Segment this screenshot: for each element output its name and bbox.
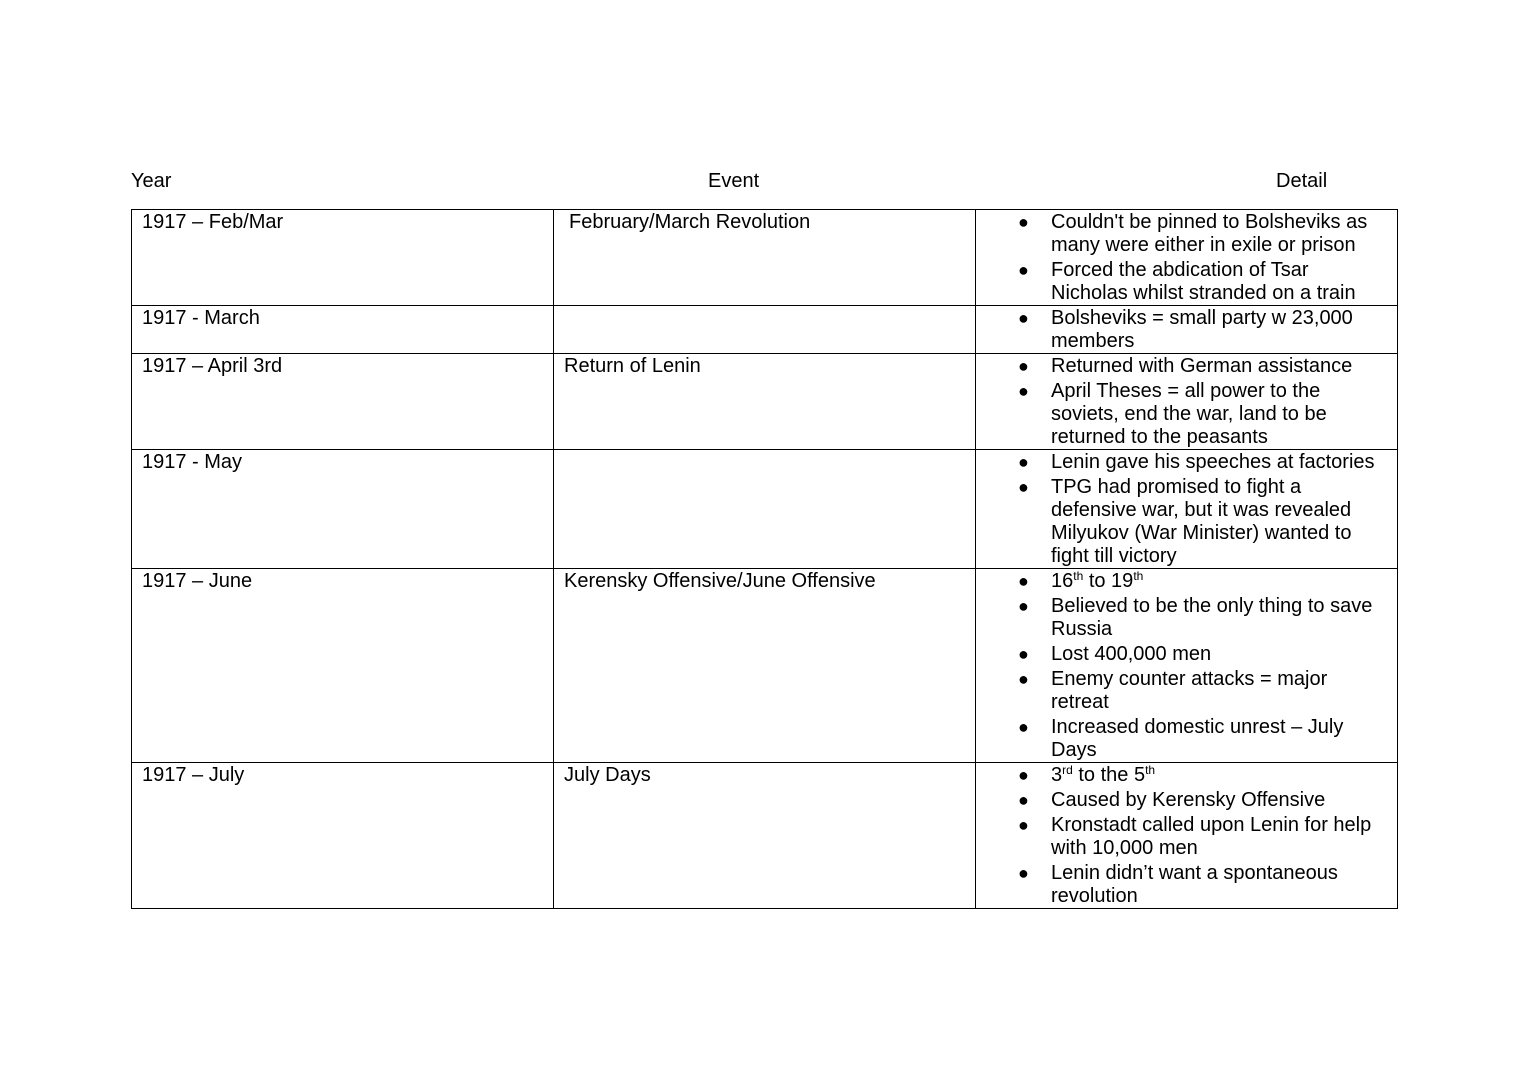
table-row [132,306,1398,354]
event-cell [554,569,976,763]
detail-item: ● Caused by Kerensky Offensive [1018,789,1326,811]
detail-item: ● Increased domestic unrest – July Days [1018,716,1344,761]
year-cell [132,569,554,763]
event-text [554,450,975,451]
header-year: Year [131,170,172,192]
table-row [132,763,1398,909]
detail-cell [976,210,1398,306]
event-text [554,306,975,307]
bullet-icon: ● [1018,717,1029,737]
event-cell [554,210,976,306]
detail-item: ● Bolsheviks = small party w 23,000 members [1018,307,1353,352]
year-cell [132,763,554,909]
detail-item: ● Lost 400,000 men [1018,643,1212,665]
detail-cell [976,569,1398,763]
detail-cell [976,354,1398,450]
event-text: February/March Revolution [569,211,811,233]
event-text: Return of Lenin [564,355,701,377]
bullet-icon: ● [1018,765,1029,785]
detail-list [976,450,1397,568]
bullet-icon: ● [1018,452,1029,472]
year-text: 1917 - March [142,307,260,329]
bullet-icon: ● [1018,815,1029,835]
detail-item: ● TPG had promised to fight a defensive war, but it was revealed Milyukov (War Minister) wanted to fight till victory [1018,476,1352,567]
detail-item: ● Believed to be the only thing to save Russia [1018,595,1373,640]
detail-list [976,763,1397,908]
event-text: July Days [564,764,651,786]
detail-cell [976,306,1398,354]
event-cell [554,450,976,569]
table-row [132,210,1398,306]
year-text: 1917 – July [142,764,245,786]
detail-item: ● Kronstadt called upon Lenin for help with 10,000 men [1018,814,1372,859]
table-row [132,450,1398,569]
detail-list [976,569,1397,762]
event-text: Kerensky Offensive/June Offensive [564,570,876,592]
year-text: 1917 – Feb/Mar [142,211,284,233]
bullet-icon: ● [1018,669,1029,689]
detail-list [976,210,1397,305]
bullet-icon: ● [1018,477,1029,497]
year-text: 1917 – April 3rd [142,355,283,377]
year-cell [132,354,554,450]
header-event: Event [708,170,760,192]
detail-list [976,354,1397,449]
year-text: 1917 – June [142,570,253,592]
detail-item: ● 3rd to the 5th [1018,763,1156,786]
bullet-icon: ● [1018,308,1029,328]
timeline-table [131,209,1398,909]
year-text: 1917 - May [142,451,243,473]
table-headers [131,170,1397,196]
detail-item: ● Enemy counter attacks = major retreat [1018,668,1328,713]
year-cell [132,210,554,306]
detail-item: ● 16th to 19th [1018,569,1144,592]
bullet-icon: ● [1018,212,1029,232]
detail-item: ● Returned with German assistance [1018,355,1353,377]
table-row [132,569,1398,763]
header-detail: Detail [1276,170,1328,192]
event-cell [554,763,976,909]
bullet-icon: ● [1018,644,1029,664]
detail-item: ● Lenin gave his speeches at factories [1018,451,1375,473]
year-cell [132,306,554,354]
table-row [132,354,1398,450]
detail-item: ● Couldn't be pinned to Bolsheviks as many were either in exile or prison [1018,211,1368,256]
bullet-icon: ● [1018,356,1029,376]
bullet-icon: ● [1018,260,1029,280]
detail-item: ● April Theses = all power to the soviets, end the war, land to be returned to the peasants [1018,380,1327,448]
detail-item: ● Lenin didn’t want a spontaneous revolution [1018,862,1338,907]
bullet-icon: ● [1018,790,1029,810]
detail-item: ● Forced the abdication of Tsar Nicholas whilst stranded on a train [1018,259,1356,304]
bullet-icon: ● [1018,381,1029,401]
event-cell [554,306,976,354]
bullet-icon: ● [1018,863,1029,883]
detail-cell [976,763,1398,909]
year-cell [132,450,554,569]
detail-cell [976,450,1398,569]
bullet-icon: ● [1018,596,1029,616]
bullet-icon: ● [1018,571,1029,591]
event-cell [554,354,976,450]
detail-list [976,306,1397,353]
